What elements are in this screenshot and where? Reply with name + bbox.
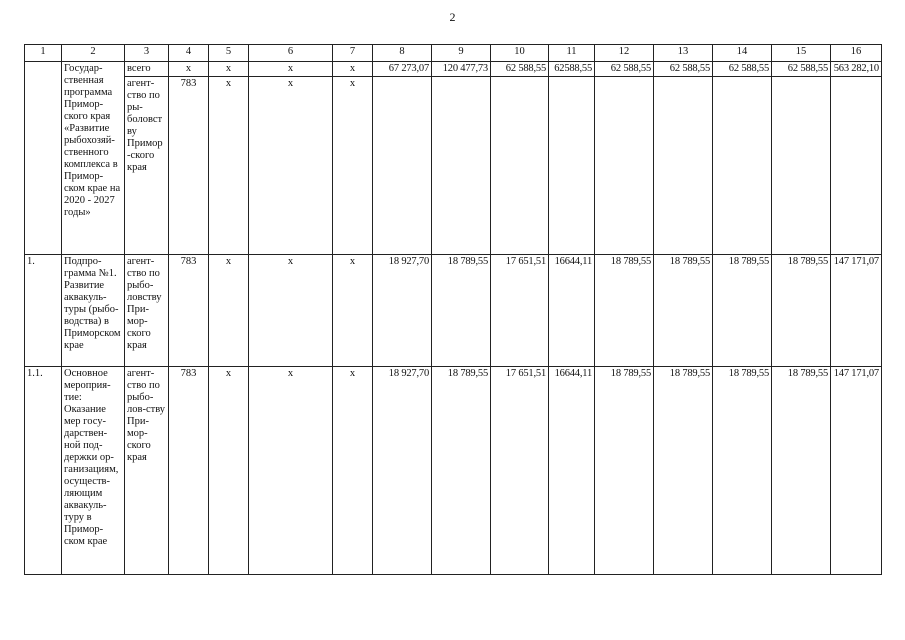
cell: х — [209, 62, 249, 77]
amount-cell: 18 789,55 — [432, 367, 491, 575]
column-header: 5 — [209, 45, 249, 62]
cell: х — [249, 255, 333, 367]
program-agency-row — [25, 77, 882, 255]
table-header-row — [25, 45, 882, 62]
amount-cell: 18 789,55 — [772, 367, 831, 575]
empty-cell — [373, 77, 432, 255]
agency-name: агент-ство по ры-боловству Примор-ского края — [125, 77, 169, 255]
program-name: Государ-ственная программа Примор-ского края «Развитие рыбохозяй-ственного комплекса в Примор-ском крае на 2020 - 2027 годы» — [62, 62, 125, 255]
column-header: 15 — [772, 45, 831, 62]
empty-cell — [549, 77, 595, 255]
cell: 783 — [169, 255, 209, 367]
amount-cell: 18 927,70 — [373, 255, 432, 367]
empty-cell — [713, 77, 772, 255]
agency-name: агент-ство по рыбо-лов-ству При-мор-ского края — [125, 367, 169, 575]
cell: х — [333, 77, 373, 255]
amount-cell: 62 588,55 — [654, 62, 713, 77]
amount-cell: 62 588,55 — [595, 62, 654, 77]
amount-cell: 17 651,51 — [491, 255, 549, 367]
column-header: 4 — [169, 45, 209, 62]
cell: 783 — [169, 77, 209, 255]
column-header: 11 — [549, 45, 595, 62]
column-header: 8 — [373, 45, 432, 62]
cell: х — [209, 367, 249, 575]
column-header: 16 — [831, 45, 882, 62]
empty-cell — [654, 77, 713, 255]
amount-cell: 18 789,55 — [432, 255, 491, 367]
amount-cell: 18 789,55 — [595, 255, 654, 367]
column-header: 7 — [333, 45, 373, 62]
amount-cell: 62 588,55 — [713, 62, 772, 77]
amount-cell: 18 789,55 — [654, 367, 713, 575]
amount-cell: 147 171,07 — [831, 367, 882, 575]
amount-cell: 18 789,55 — [595, 367, 654, 575]
empty-cell — [831, 77, 882, 255]
empty-cell — [772, 77, 831, 255]
cell: х — [333, 255, 373, 367]
row-name: Подпро-грамма №1. Развитие аквакуль-туры (рыбо-водства) в Приморском крае — [62, 255, 125, 367]
column-header: 9 — [432, 45, 491, 62]
page-number: 2 — [449, 10, 456, 24]
column-header: 2 — [62, 45, 125, 62]
amount-cell: 16644,11 — [549, 255, 595, 367]
program-total-row — [25, 62, 882, 77]
column-header: 13 — [654, 45, 713, 62]
amount-cell: 563 282,10 — [831, 62, 882, 77]
amount-cell: 120 477,73 — [432, 62, 491, 77]
amount-cell: 16644,11 — [549, 367, 595, 575]
column-header: 12 — [595, 45, 654, 62]
cell: 783 — [169, 367, 209, 575]
amount-cell: 17 651,51 — [491, 367, 549, 575]
amount-cell: 62 588,55 — [772, 62, 831, 77]
cell: х — [209, 255, 249, 367]
column-header: 10 — [491, 45, 549, 62]
empty-cell — [432, 77, 491, 255]
table-row — [25, 367, 882, 575]
amount-cell: 18 789,55 — [772, 255, 831, 367]
cell: х — [333, 367, 373, 575]
cell: х — [333, 62, 373, 77]
column-header: 1 — [25, 45, 62, 62]
column-header: 14 — [713, 45, 772, 62]
row-number: 1.1. — [25, 367, 62, 575]
row-number: 1. — [25, 255, 62, 367]
column-header: 6 — [249, 45, 333, 62]
amount-cell: 147 171,07 — [831, 255, 882, 367]
column-header: 3 — [125, 45, 169, 62]
agency-name: агент-ство по рыбо-ловству При-мор-ского края — [125, 255, 169, 367]
amount-cell: 67 273,07 — [373, 62, 432, 77]
empty-cell — [491, 77, 549, 255]
empty-cell — [595, 77, 654, 255]
row-name: Основное мероприя-тие: Оказание мер госу-дарствен-ной под-держки ор-ганизациям, осуществ-ляющим аквакуль-туру в Примор-ском крае — [62, 367, 125, 575]
amount-cell: 62588,55 — [549, 62, 595, 77]
cell: х — [249, 77, 333, 255]
program-total-label: всего — [125, 62, 169, 77]
amount-cell: 18 789,55 — [713, 255, 772, 367]
amount-cell: 18 789,55 — [713, 367, 772, 575]
amount-cell: 18 789,55 — [654, 255, 713, 367]
budget-table — [24, 44, 882, 575]
cell: х — [249, 367, 333, 575]
amount-cell: 18 927,70 — [373, 367, 432, 575]
cell: х — [249, 62, 333, 77]
cell: х — [209, 77, 249, 255]
amount-cell: 62 588,55 — [491, 62, 549, 77]
cell: х — [169, 62, 209, 77]
table-row — [25, 255, 882, 367]
row-number-cell — [25, 62, 62, 255]
